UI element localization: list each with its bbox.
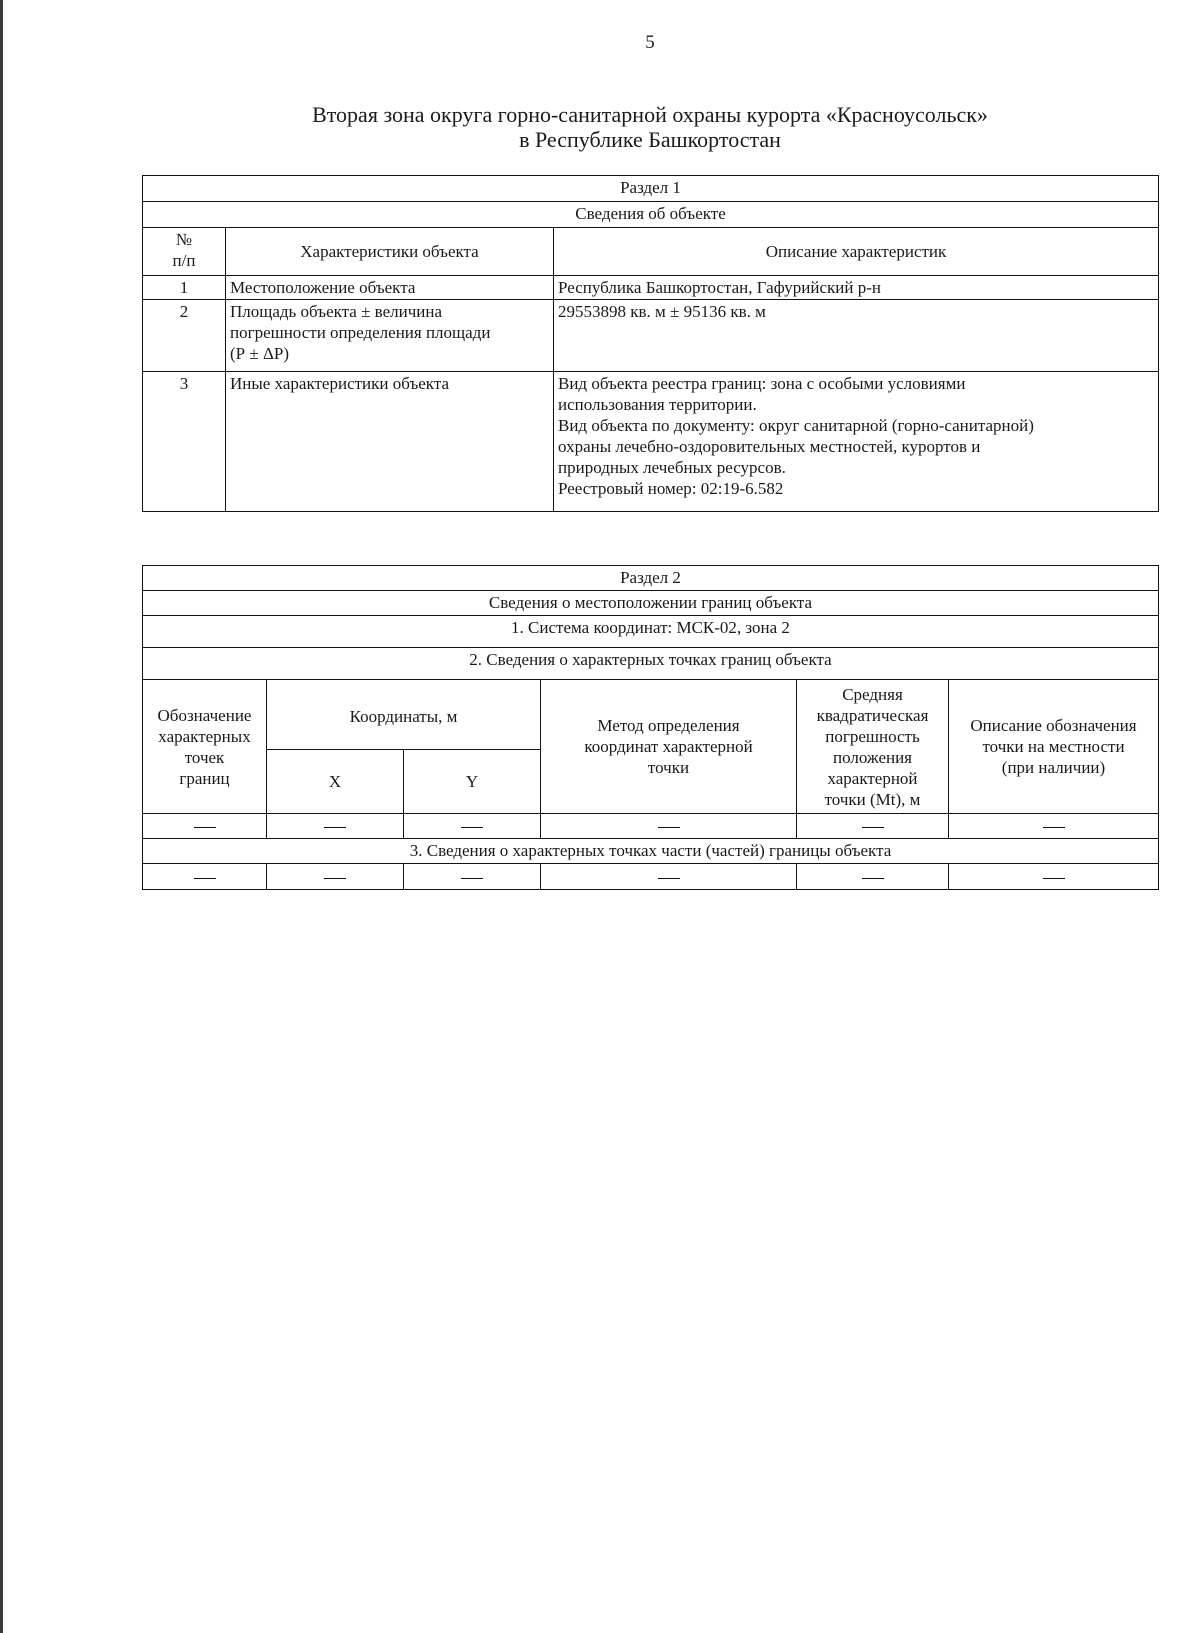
header-number-line: № [175, 230, 193, 249]
header-characteristics: Характеристики объекта [226, 228, 554, 276]
dash-mark [461, 878, 483, 879]
row-description [554, 372, 1159, 512]
dash-mark [862, 878, 884, 879]
section-2-subheading: Сведения о местоположении границ объекта [143, 591, 1159, 616]
scan-left-edge [0, 0, 3, 1633]
text-line: использования территории. [558, 395, 757, 414]
text-line: Метод определения [597, 716, 740, 735]
header-designation [143, 680, 267, 814]
text-line: Описание обозначения [970, 716, 1137, 735]
text-line: охраны лечебно-оздоровительных местностей, курортов и [558, 437, 981, 456]
text-line: Вид объекта по документу: округ санитарной (горно-санитарной) [558, 416, 1034, 435]
section-1-subheading: Сведения об объекте [143, 202, 1159, 228]
coordinate-system: 1. Система координат: МСК-02, зона 2 [143, 616, 1159, 648]
empty-cell [541, 864, 797, 890]
text-line: точки (Mt), м [824, 789, 921, 809]
empty-cell [143, 814, 267, 839]
empty-cell [949, 864, 1159, 890]
points-heading: 2. Сведения о характерных точках границ объекта [143, 648, 1159, 680]
empty-cell [143, 864, 267, 890]
text-line: характерных [158, 726, 251, 746]
empty-cell [404, 814, 541, 839]
dash-mark [461, 827, 483, 828]
section-2-heading: Раздел 2 [143, 566, 1159, 591]
page-number: 5 [645, 32, 655, 53]
row-characteristic [226, 300, 554, 372]
section-2-table [142, 565, 1159, 890]
row-description: 29553898 кв. м ± 95136 кв. м [554, 300, 1159, 372]
dash-mark [658, 827, 680, 828]
dash-mark [324, 878, 346, 879]
row-characteristic: Местоположение объекта [226, 276, 554, 300]
empty-cell [949, 814, 1159, 839]
empty-cell [797, 864, 949, 890]
header-method [541, 680, 797, 814]
empty-cell [267, 814, 404, 839]
text-line: границ [179, 768, 230, 788]
text-line: координат характерной [584, 737, 753, 756]
dash-mark [1043, 878, 1065, 879]
row-number: 3 [143, 372, 226, 512]
header-number [143, 228, 226, 276]
row-description: Республика Башкортостан, Гафурийский р-н [554, 276, 1159, 300]
title-line-2: в Республике Башкортостан [519, 127, 781, 152]
header-x: X [267, 750, 404, 814]
header-description: Описание характеристик [554, 228, 1159, 276]
text-line: Средняя [842, 684, 903, 704]
text-line: точек [184, 747, 225, 767]
parts-heading: 3. Сведения о характерных точках части (частей) границы объекта [143, 839, 1159, 864]
text-line: квадратическая [816, 705, 929, 725]
header-point-description [949, 680, 1159, 814]
document-title [180, 102, 1120, 152]
section-1-heading: Раздел 1 [143, 176, 1159, 202]
text-line: Реестровый номер: 02:19-6.582 [558, 479, 784, 498]
row-number: 2 [143, 300, 226, 372]
dash-mark [862, 827, 884, 828]
header-number-line: п/п [172, 251, 196, 270]
text-line: точки на местности [982, 737, 1125, 756]
empty-cell [267, 864, 404, 890]
text-line: (Р ± ΔР) [230, 344, 289, 363]
empty-cell [541, 814, 797, 839]
dash-mark [194, 827, 216, 828]
title-line-1: Вторая зона округа горно-санитарной охраны курорта «Красноусольск» [312, 102, 988, 127]
text-line: положения [832, 747, 912, 767]
header-y: Y [404, 750, 541, 814]
empty-cell [404, 864, 541, 890]
text-line: точки [647, 758, 690, 777]
empty-cell [797, 814, 949, 839]
dash-mark [194, 878, 216, 879]
row-characteristic: Иные характеристики объекта [226, 372, 554, 512]
text-line: характерной [827, 768, 918, 788]
text-line: природных лечебных ресурсов. [558, 458, 786, 477]
text-line: Вид объекта реестра границ: зона с особыми условиями [558, 374, 966, 393]
text-line: Площадь объекта ± величина [230, 302, 443, 321]
text-line: погрешности определения площади [230, 323, 491, 342]
text-line: Обозначение [157, 705, 252, 725]
text-line: (при наличии) [1001, 758, 1106, 777]
header-error [797, 680, 949, 814]
row-number: 1 [143, 276, 226, 300]
dash-mark [658, 878, 680, 879]
dash-mark [324, 827, 346, 828]
text-line: погрешность [825, 726, 920, 746]
section-1-table [142, 175, 1159, 512]
header-coordinates: Координаты, м [267, 680, 541, 750]
dash-mark [1043, 827, 1065, 828]
